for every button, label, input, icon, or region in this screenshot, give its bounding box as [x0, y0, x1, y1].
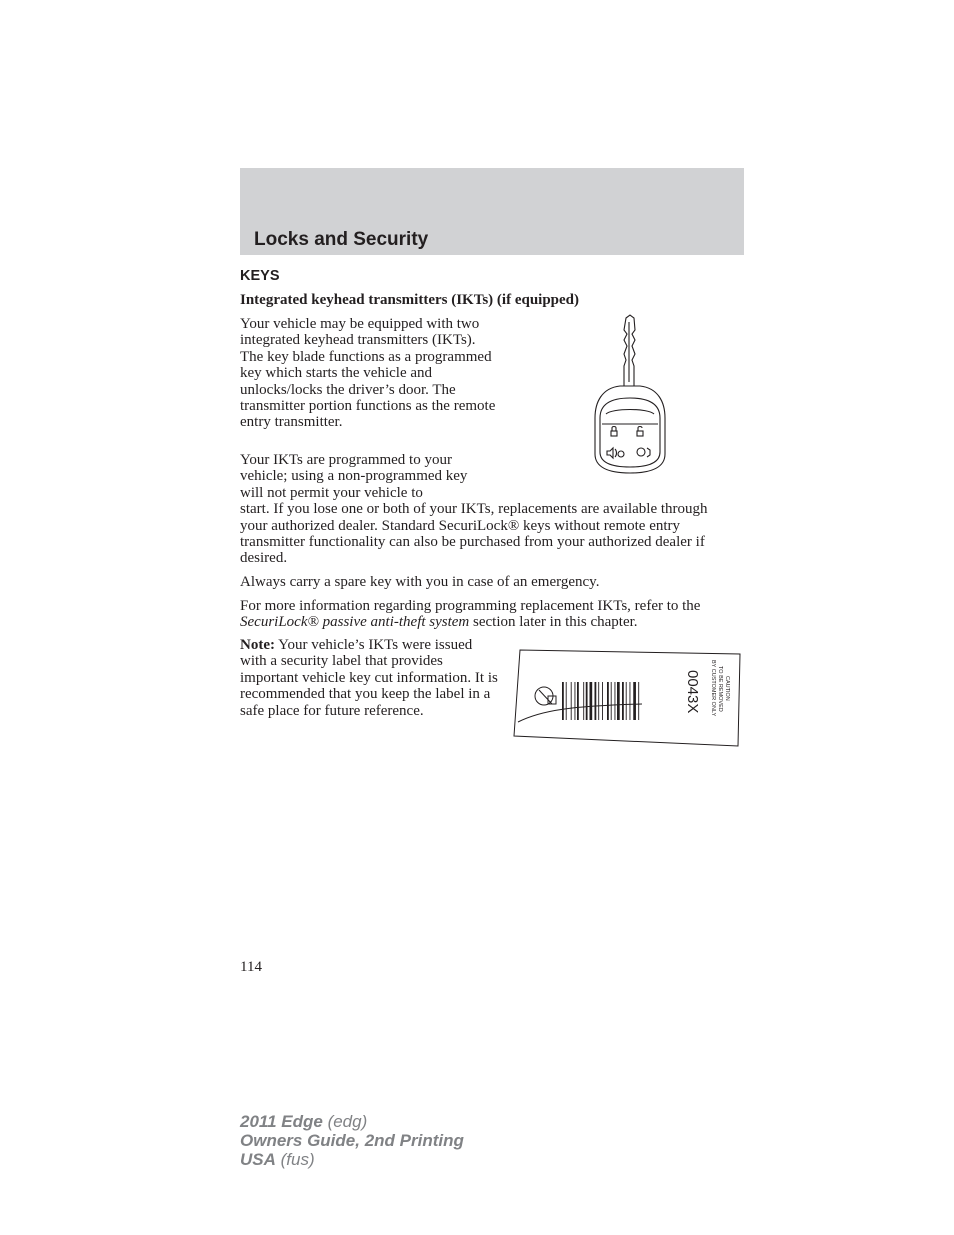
- barcode-bar: [615, 682, 616, 720]
- key-transmitter-illustration: [590, 314, 670, 476]
- label-caution-line1: CAUTION: [724, 676, 730, 701]
- footer-line-3: [240, 1150, 464, 1169]
- barcode-bar: [638, 682, 639, 720]
- paragraph-ikt-intro: Your vehicle may be equipped with two integrated keyhead transmitters (IKTs). The key blade functions as a programmed key which starts the vehicle and unlocks/locks the driver’s door. The transmitter portion functions as the remote entry transmitter.: [240, 316, 496, 431]
- label-caution-line2: TO BE REMOVED: [717, 666, 723, 712]
- barcode-bar: [607, 682, 609, 720]
- footer-model-code: (edg): [322, 1112, 368, 1131]
- paragraph-ikt-programming-start: Your IKTs are programmed to your vehicle; using a non-programmed key will not permit your vehicle to: [240, 452, 468, 501]
- barcode-bar: [566, 682, 567, 720]
- note-label: Note:: [240, 637, 275, 653]
- label-code: 0043X: [684, 670, 701, 714]
- paragraph-note: [240, 637, 498, 719]
- footer-line-2: Owners Guide, 2nd Printing: [240, 1131, 464, 1150]
- paragraph-spare-key: Always carry a spare key with you in case of an emergency.: [240, 574, 600, 590]
- footer-publication-info: [240, 1112, 464, 1169]
- paragraph-ikt-programming-end: start. If you lose one or both of your IKTs, replacements are available through your authorized dealer. Standard SecuriLock® keys without remote entry transmitter functionality can also be purchased from your authorized dealer if desired.: [240, 501, 708, 567]
- barcode-bar: [611, 682, 612, 720]
- barcode-bar: [595, 682, 597, 720]
- note-text: Your vehicle’s IKTs were issued with a security label that provides important vehicle key cut information. It is recommended that you keep the label in a safe place for future reference.: [240, 637, 498, 719]
- barcode-bar: [577, 682, 579, 720]
- barcode-bar: [633, 682, 636, 720]
- footer-market-code: (fus): [275, 1150, 315, 1169]
- footer-model: 2011 Edge: [240, 1112, 323, 1131]
- subheading-ikt: Integrated keyhead transmitters (IKTs) (if equipped): [240, 292, 580, 308]
- barcode-bar: [586, 682, 588, 720]
- barcode: [562, 682, 639, 720]
- heading-keys: KEYS: [240, 268, 280, 284]
- barcode-bar: [575, 682, 576, 720]
- security-label-illustration: [512, 648, 742, 748]
- label-caution-line3: BY CUSTOMER ONLY: [710, 660, 716, 717]
- more-info-text: For more information regarding programming replacement IKTs, refer to the: [240, 598, 701, 614]
- barcode-bar: [562, 682, 564, 720]
- barcode-bar: [598, 682, 599, 720]
- paragraph-more-info: [240, 598, 740, 631]
- barcode-bar: [630, 682, 631, 720]
- barcode-bar: [617, 682, 620, 720]
- section-title: Locks and Security: [254, 229, 429, 250]
- barcode-bar: [583, 682, 584, 720]
- barcode-bar: [626, 682, 627, 720]
- barcode-bar: [622, 682, 624, 720]
- footer-line-1: [240, 1112, 464, 1131]
- section-header-band: [240, 168, 744, 255]
- barcode-bar: [590, 682, 593, 720]
- barcode-bar: [571, 682, 572, 720]
- barcode-bar: [602, 682, 603, 720]
- page-number: 114: [240, 959, 262, 975]
- footer-market: USA: [240, 1150, 276, 1169]
- more-info-text-end: section later in this chapter.: [469, 614, 638, 631]
- securilock-reference-link: SecuriLock® passive anti-theft system: [240, 614, 470, 631]
